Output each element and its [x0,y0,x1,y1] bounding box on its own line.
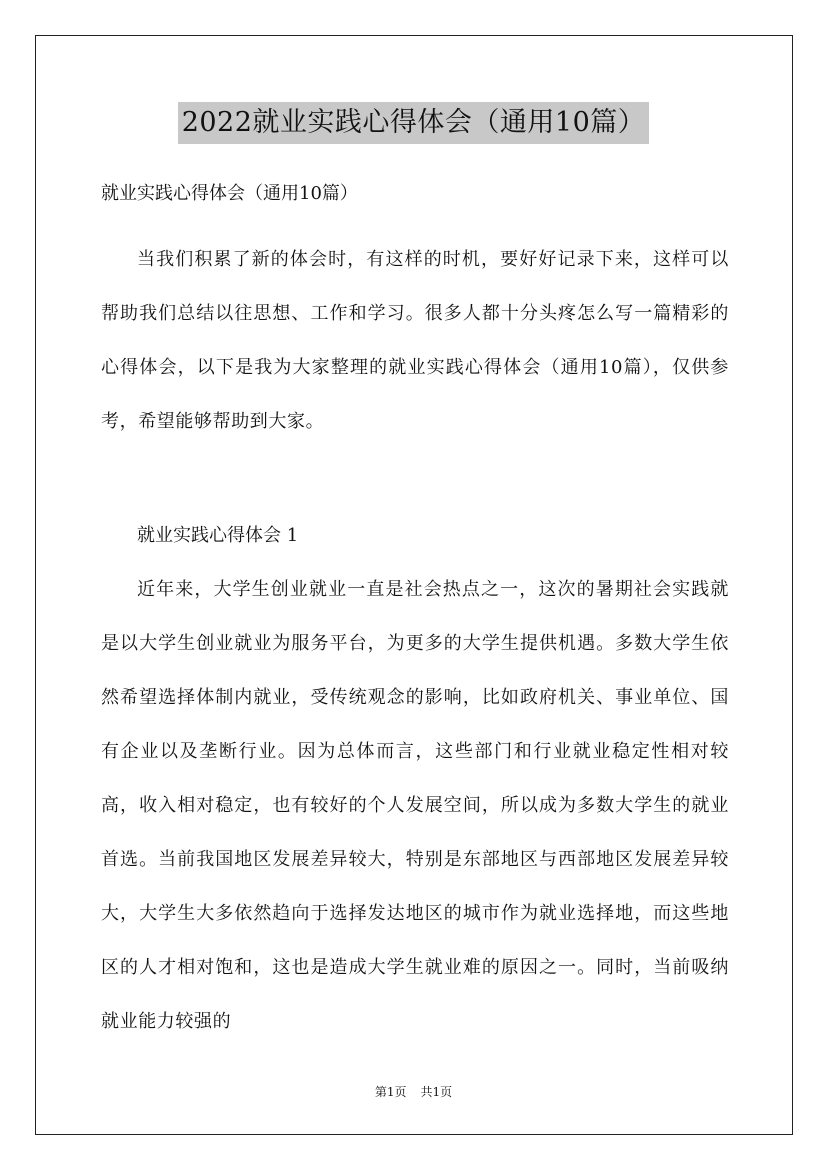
page-total: 共1页 [420,1085,453,1099]
page-number: 第1页 [374,1085,407,1099]
page-footer [0,1084,827,1100]
document-body [101,176,729,1049]
document-title: 2022就业实践心得体会（通用10篇） [178,102,650,144]
document-subtitle: 就业实践心得体会（通用10篇） [101,183,358,204]
section-paragraph: 近年来，大学生创业就业一直是社会热点之一，这次的暑期社会实践就是以大学生创业就业为服务平台，为更多的大学生提供机遇。多数大学生依然希望选择体制内就业，受传统观念的影响，比如政府机关、事业单位、国有企业以及垄断行业。因为总体而言，这些部门和行业就业稳定性相对较高，收入相对稳定，也有较好的个人发展空间，所以成为多数大学生的就业首选。当前我国地区发展差异较大，特别是东部地区与西部地区发展差异较大，大学生大多依然趋向于选择发达地区的城市作为就业选择地，而这些地区的人才相对饱和，这也是造成大学生就业难的原因之一。同时，当前吸纳就业能力较强的 [101,579,729,1032]
title-container [0,102,827,144]
section-heading: 就业实践心得体会 1 [137,525,299,546]
intro-paragraph: 当我们积累了新的体会时，有这样的时机，要好好记录下来，这样可以帮助我们总结以往思想、工作和学习。很多人都十分头疼怎么写一篇精彩的心得体会，以下是我为大家整理的就业实践心得体会（通用10篇），仅供参考，希望能够帮助到大家。 [101,249,729,432]
